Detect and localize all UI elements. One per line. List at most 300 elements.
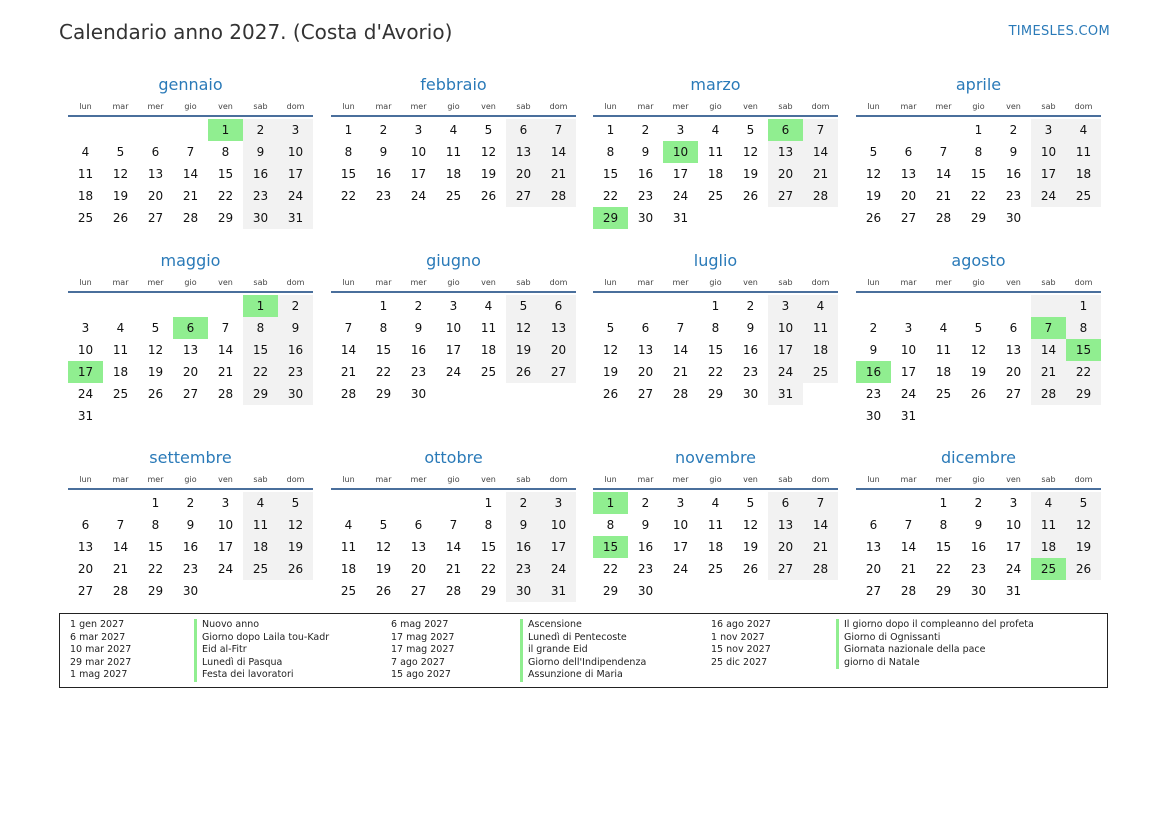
day-cell: 3 xyxy=(768,295,803,317)
empty-cell xyxy=(926,295,961,317)
weekday-header: mer xyxy=(147,475,164,484)
month-name: febbraio xyxy=(420,75,487,94)
header-divider xyxy=(68,115,313,117)
day-cell: 3 xyxy=(676,123,685,137)
day-cell: 1 xyxy=(151,496,160,510)
weekday-header: lun xyxy=(604,475,617,484)
weekday-header: dom xyxy=(286,278,305,287)
day-cell: 28 xyxy=(803,185,838,207)
weekday-header: mer xyxy=(147,278,164,287)
day-cell: 10 xyxy=(410,145,427,159)
day-cell: 6 xyxy=(1009,321,1018,335)
weekday-header: mar xyxy=(112,102,129,111)
day-cell: 18 xyxy=(480,343,497,357)
day-cell: 19 xyxy=(375,562,392,576)
day-cell: 23 xyxy=(182,562,199,576)
empty-cell xyxy=(663,580,698,602)
day-cell: 19 xyxy=(742,540,759,554)
holiday-day-cell: 1 xyxy=(208,119,243,141)
day-cell: 23 xyxy=(865,387,882,401)
month-name: dicembre xyxy=(940,448,1017,467)
weekday-header: mar xyxy=(637,102,654,111)
day-cell: 19 xyxy=(480,167,497,181)
day-cell: 24 xyxy=(77,387,94,401)
legend-date: 17 mag 2027 xyxy=(391,644,455,655)
day-cell: 2 xyxy=(1009,123,1018,137)
empty-cell xyxy=(68,295,103,317)
day-cell: 3 xyxy=(676,496,685,510)
day-cell: 23 xyxy=(243,185,278,207)
empty-cell xyxy=(173,119,208,141)
header-divider xyxy=(856,115,1101,117)
header-divider xyxy=(331,488,576,490)
day-cell: 7 xyxy=(221,321,230,335)
day-cell: 20 xyxy=(410,562,427,576)
day-cell: 2 xyxy=(641,123,650,137)
day-cell: 27 xyxy=(506,185,541,207)
day-cell: 8 xyxy=(606,518,615,532)
day-cell: 13 xyxy=(900,167,917,181)
header-divider xyxy=(856,291,1101,293)
day-cell: 17 xyxy=(278,163,313,185)
day-cell: 26 xyxy=(480,189,497,203)
day-cell: 9 xyxy=(278,317,313,339)
month-febbraio xyxy=(331,75,576,207)
weekday-header: ven xyxy=(218,278,233,287)
day-cell: 23 xyxy=(637,562,654,576)
day-cell: 18 xyxy=(935,365,952,379)
day-cell: 3 xyxy=(221,496,230,510)
legend-date: 1 nov 2027 xyxy=(711,631,765,643)
holiday-day-cell: 6 xyxy=(173,317,208,339)
day-cell: 22 xyxy=(217,189,234,203)
header-divider xyxy=(331,291,576,293)
header-divider xyxy=(593,488,838,490)
day-cell: 27 xyxy=(541,361,576,383)
empty-cell xyxy=(803,383,838,405)
day-cell: 12 xyxy=(602,343,619,357)
day-cell: 19 xyxy=(147,365,164,379)
day-cell: 24 xyxy=(672,562,689,576)
day-cell: 16 xyxy=(278,339,313,361)
day-cell: 28 xyxy=(217,387,234,401)
day-cell: 3 xyxy=(1009,496,1018,510)
day-cell: 26 xyxy=(1066,558,1101,580)
weekday-header: ven xyxy=(743,475,758,484)
empty-cell xyxy=(103,295,138,317)
empty-cell xyxy=(961,405,996,427)
legend-date: 1 gen 2027 xyxy=(70,619,125,630)
day-cell: 5 xyxy=(116,145,125,159)
weekday-header: mar xyxy=(112,475,129,484)
day-cell: 11 xyxy=(707,145,724,159)
day-cell: 14 xyxy=(935,167,952,181)
weekday-header: lun xyxy=(342,475,355,484)
weekday-header: mar xyxy=(637,475,654,484)
day-cell: 9 xyxy=(869,343,878,357)
legend-names-3 xyxy=(836,619,1034,669)
day-cell: 7 xyxy=(116,518,125,532)
day-cell: 8 xyxy=(939,518,948,532)
day-cell: 11 xyxy=(77,167,94,181)
day-cell: 17 xyxy=(410,167,427,181)
legend-holiday-name: Ascensione xyxy=(520,619,646,632)
day-cell: 30 xyxy=(637,584,654,598)
day-cell: 2 xyxy=(641,496,650,510)
day-cell: 5 xyxy=(506,295,541,317)
day-cell: 15 xyxy=(147,540,164,554)
empty-cell xyxy=(541,383,576,405)
weekday-header: ven xyxy=(743,102,758,111)
day-cell: 4 xyxy=(711,496,720,510)
day-cell: 30 xyxy=(970,584,987,598)
day-cell: 9 xyxy=(506,514,541,536)
legend-holiday-name: Giornata nazionale della pace xyxy=(836,644,1034,657)
day-cell: 12 xyxy=(865,167,882,181)
empty-cell xyxy=(698,580,733,602)
empty-cell xyxy=(331,295,366,317)
day-cell: 23 xyxy=(742,365,759,379)
day-cell: 14 xyxy=(217,343,234,357)
weekday-header: lun xyxy=(867,475,880,484)
day-cell: 28 xyxy=(340,387,357,401)
day-cell: 30 xyxy=(506,580,541,602)
weekday-header: lun xyxy=(342,278,355,287)
day-cell: 18 xyxy=(803,339,838,361)
weekday-header: mer xyxy=(672,475,689,484)
day-cell: 13 xyxy=(1005,343,1022,357)
weekday-header: sab xyxy=(778,278,793,287)
day-cell: 16 xyxy=(506,536,541,558)
weekday-header: ven xyxy=(481,102,496,111)
header-divider xyxy=(593,115,838,117)
empty-cell xyxy=(68,492,103,514)
month-luglio xyxy=(593,251,838,405)
day-cell: 4 xyxy=(803,295,838,317)
day-cell: 8 xyxy=(379,321,388,335)
month-gennaio xyxy=(68,75,313,229)
day-cell: 30 xyxy=(742,387,759,401)
day-cell: 3 xyxy=(81,321,90,335)
day-cell: 12 xyxy=(970,343,987,357)
page-title: Calendario anno 2027. (Costa d'Avorio) xyxy=(59,20,453,44)
day-cell: 16 xyxy=(970,540,987,554)
legend-holiday-name: Giorno dell'Indipendenza xyxy=(520,657,646,670)
day-cell: 1 xyxy=(379,299,388,313)
day-cell: 14 xyxy=(803,141,838,163)
day-cell: 26 xyxy=(970,387,987,401)
day-cell: 26 xyxy=(112,211,129,225)
day-cell: 16 xyxy=(243,163,278,185)
day-cell: 4 xyxy=(1031,492,1066,514)
legend-names-1 xyxy=(194,619,329,682)
day-cell: 2 xyxy=(379,123,388,137)
month-name: maggio xyxy=(160,251,221,270)
day-cell: 27 xyxy=(147,211,164,225)
legend-holiday-name: Nuovo anno xyxy=(194,619,329,632)
day-cell: 11 xyxy=(1066,141,1101,163)
day-cell: 14 xyxy=(182,167,199,181)
holiday-day-cell: 16 xyxy=(856,361,891,383)
day-cell: 22 xyxy=(480,562,497,576)
day-cell: 31 xyxy=(768,383,803,405)
day-cell: 17 xyxy=(445,343,462,357)
weekday-header: sab xyxy=(253,102,268,111)
day-cell: 31 xyxy=(77,409,94,423)
day-cell: 19 xyxy=(112,189,129,203)
weekday-header: ven xyxy=(1006,102,1021,111)
empty-cell xyxy=(768,580,803,602)
day-cell: 2 xyxy=(278,295,313,317)
legend-date: 15 nov 2027 xyxy=(711,644,771,655)
day-cell: 17 xyxy=(672,540,689,554)
empty-cell xyxy=(628,295,663,317)
day-cell: 7 xyxy=(541,119,576,141)
day-cell: 14 xyxy=(803,514,838,536)
empty-cell xyxy=(856,119,891,141)
day-cell: 9 xyxy=(641,518,650,532)
day-cell: 25 xyxy=(1066,185,1101,207)
empty-cell xyxy=(926,119,961,141)
day-cell: 21 xyxy=(541,163,576,185)
day-cell: 22 xyxy=(707,365,724,379)
weekday-header: ven xyxy=(481,278,496,287)
weekday-header: sab xyxy=(1041,475,1056,484)
day-cell: 16 xyxy=(182,540,199,554)
day-cell: 1 xyxy=(606,123,615,137)
weekday-header: mar xyxy=(900,102,917,111)
empty-cell xyxy=(436,383,471,405)
weekday-header: lun xyxy=(79,102,92,111)
empty-cell xyxy=(961,295,996,317)
weekday-header: dom xyxy=(811,102,830,111)
day-cell: 20 xyxy=(900,189,917,203)
day-cell: 28 xyxy=(935,211,952,225)
day-cell: 15 xyxy=(340,167,357,181)
day-cell: 24 xyxy=(672,189,689,203)
day-cell: 15 xyxy=(935,540,952,554)
empty-cell xyxy=(208,580,243,602)
legend-date: 17 mag 2027 xyxy=(391,631,455,643)
empty-cell xyxy=(471,383,506,405)
holiday-day-cell: 29 xyxy=(593,207,628,229)
day-cell: 10 xyxy=(217,518,234,532)
day-cell: 2 xyxy=(506,492,541,514)
day-cell: 12 xyxy=(742,518,759,532)
day-cell: 14 xyxy=(900,540,917,554)
empty-cell xyxy=(926,405,961,427)
day-cell: 15 xyxy=(243,339,278,361)
weekday-header: sab xyxy=(516,102,531,111)
day-cell: 12 xyxy=(112,167,129,181)
day-cell: 5 xyxy=(484,123,493,137)
day-cell: 9 xyxy=(414,321,423,335)
day-cell: 24 xyxy=(541,558,576,580)
day-cell: 23 xyxy=(970,562,987,576)
empty-cell xyxy=(103,492,138,514)
weekday-header: sab xyxy=(778,475,793,484)
empty-cell xyxy=(891,119,926,141)
weekday-header: mar xyxy=(900,475,917,484)
day-cell: 30 xyxy=(637,211,654,225)
legend-date: 29 mar 2027 xyxy=(70,656,132,668)
empty-cell xyxy=(1031,207,1066,229)
month-name: marzo xyxy=(690,75,741,94)
weekday-header: lun xyxy=(79,278,92,287)
empty-cell xyxy=(663,295,698,317)
day-cell: 17 xyxy=(1031,163,1066,185)
weekday-header: ven xyxy=(1006,475,1021,484)
weekday-header: dom xyxy=(549,475,568,484)
day-cell: 10 xyxy=(1005,518,1022,532)
day-cell: 6 xyxy=(151,145,160,159)
holiday-day-cell: 1 xyxy=(593,492,628,514)
day-cell: 1 xyxy=(974,123,983,137)
day-cell: 22 xyxy=(340,189,357,203)
day-cell: 5 xyxy=(869,145,878,159)
weekday-header: dom xyxy=(286,102,305,111)
day-cell: 24 xyxy=(278,185,313,207)
day-cell: 3 xyxy=(278,119,313,141)
weekday-header: lun xyxy=(604,102,617,111)
day-cell: 11 xyxy=(243,514,278,536)
header-divider xyxy=(593,291,838,293)
legend-date: 6 mag 2027 xyxy=(391,619,449,630)
empty-cell xyxy=(506,383,541,405)
day-cell: 10 xyxy=(900,343,917,357)
day-cell: 24 xyxy=(1005,562,1022,576)
day-cell: 27 xyxy=(768,558,803,580)
day-cell: 2 xyxy=(974,496,983,510)
day-cell: 23 xyxy=(1005,189,1022,203)
legend-holiday-name: Eid al-Fitr xyxy=(194,644,329,657)
empty-cell xyxy=(138,405,173,427)
weekday-header: gio xyxy=(972,278,985,287)
holiday-day-cell: 15 xyxy=(1066,339,1101,361)
day-cell: 27 xyxy=(637,387,654,401)
weekday-header: gio xyxy=(709,102,722,111)
day-cell: 25 xyxy=(243,558,278,580)
day-cell: 28 xyxy=(1031,383,1066,405)
day-cell: 13 xyxy=(768,514,803,536)
day-cell: 8 xyxy=(484,518,493,532)
day-cell: 11 xyxy=(340,540,357,554)
day-cell: 22 xyxy=(935,562,952,576)
day-cell: 19 xyxy=(278,536,313,558)
empty-cell xyxy=(103,119,138,141)
weekday-header: sab xyxy=(1041,102,1056,111)
day-cell: 24 xyxy=(768,361,803,383)
weekday-header: sab xyxy=(1041,278,1056,287)
day-cell: 2 xyxy=(243,119,278,141)
empty-cell xyxy=(856,492,891,514)
holiday-day-cell: 6 xyxy=(768,119,803,141)
empty-cell xyxy=(1031,405,1066,427)
day-cell: 5 xyxy=(746,496,755,510)
day-cell: 21 xyxy=(445,562,462,576)
weekday-header: lun xyxy=(342,102,355,111)
month-name: novembre xyxy=(674,448,757,467)
header-divider xyxy=(331,115,576,117)
header-divider xyxy=(68,291,313,293)
day-cell: 30 xyxy=(278,383,313,405)
day-cell: 22 xyxy=(147,562,164,576)
weekday-header: dom xyxy=(549,102,568,111)
month-name: giugno xyxy=(426,251,481,270)
day-cell: 20 xyxy=(768,163,803,185)
empty-cell xyxy=(1066,207,1101,229)
day-cell: 1 xyxy=(939,496,948,510)
day-cell: 16 xyxy=(742,343,759,357)
day-cell: 23 xyxy=(506,558,541,580)
day-cell: 3 xyxy=(541,492,576,514)
day-cell: 28 xyxy=(182,211,199,225)
day-cell: 12 xyxy=(506,317,541,339)
day-cell: 10 xyxy=(445,321,462,335)
day-cell: 13 xyxy=(637,343,654,357)
month-dicembre xyxy=(856,448,1101,602)
day-cell: 7 xyxy=(803,492,838,514)
day-cell: 21 xyxy=(182,189,199,203)
day-cell: 6 xyxy=(414,518,423,532)
day-cell: 22 xyxy=(602,562,619,576)
day-cell: 22 xyxy=(970,189,987,203)
day-cell: 28 xyxy=(900,584,917,598)
day-cell: 21 xyxy=(1031,361,1066,383)
month-name: agosto xyxy=(951,251,1006,270)
empty-cell xyxy=(401,492,436,514)
day-cell: 8 xyxy=(974,145,983,159)
day-cell: 18 xyxy=(707,540,724,554)
empty-cell xyxy=(891,492,926,514)
month-giugno xyxy=(331,251,576,405)
empty-cell xyxy=(803,580,838,602)
day-cell: 16 xyxy=(410,343,427,357)
day-cell: 13 xyxy=(77,540,94,554)
day-cell: 8 xyxy=(711,321,720,335)
day-cell: 28 xyxy=(541,185,576,207)
holiday-day-cell: 15 xyxy=(593,536,628,558)
day-cell: 3 xyxy=(1031,119,1066,141)
day-cell: 27 xyxy=(900,211,917,225)
day-cell: 24 xyxy=(900,387,917,401)
day-cell: 29 xyxy=(970,211,987,225)
day-cell: 4 xyxy=(484,299,493,313)
day-cell: 5 xyxy=(606,321,615,335)
weekday-header: ven xyxy=(1006,278,1021,287)
day-cell: 22 xyxy=(1066,361,1101,383)
day-cell: 12 xyxy=(1066,514,1101,536)
day-cell: 26 xyxy=(742,189,759,203)
day-cell: 11 xyxy=(480,321,497,335)
day-cell: 31 xyxy=(900,409,917,423)
month-name: ottobre xyxy=(424,448,483,467)
day-cell: 10 xyxy=(768,317,803,339)
day-cell: 15 xyxy=(602,167,619,181)
site-link[interactable]: TIMESLES.COM xyxy=(1008,24,1110,39)
day-cell: 29 xyxy=(147,584,164,598)
day-cell: 15 xyxy=(480,540,497,554)
day-cell: 4 xyxy=(711,123,720,137)
weekday-header: mar xyxy=(637,278,654,287)
day-cell: 12 xyxy=(147,343,164,357)
day-cell: 19 xyxy=(865,189,882,203)
day-cell: 12 xyxy=(480,145,497,159)
day-cell: 18 xyxy=(1031,536,1066,558)
day-cell: 20 xyxy=(182,365,199,379)
legend-holiday-name: Il giorno dopo il compleanno del profeta xyxy=(836,619,1034,632)
weekday-header: gio xyxy=(184,475,197,484)
